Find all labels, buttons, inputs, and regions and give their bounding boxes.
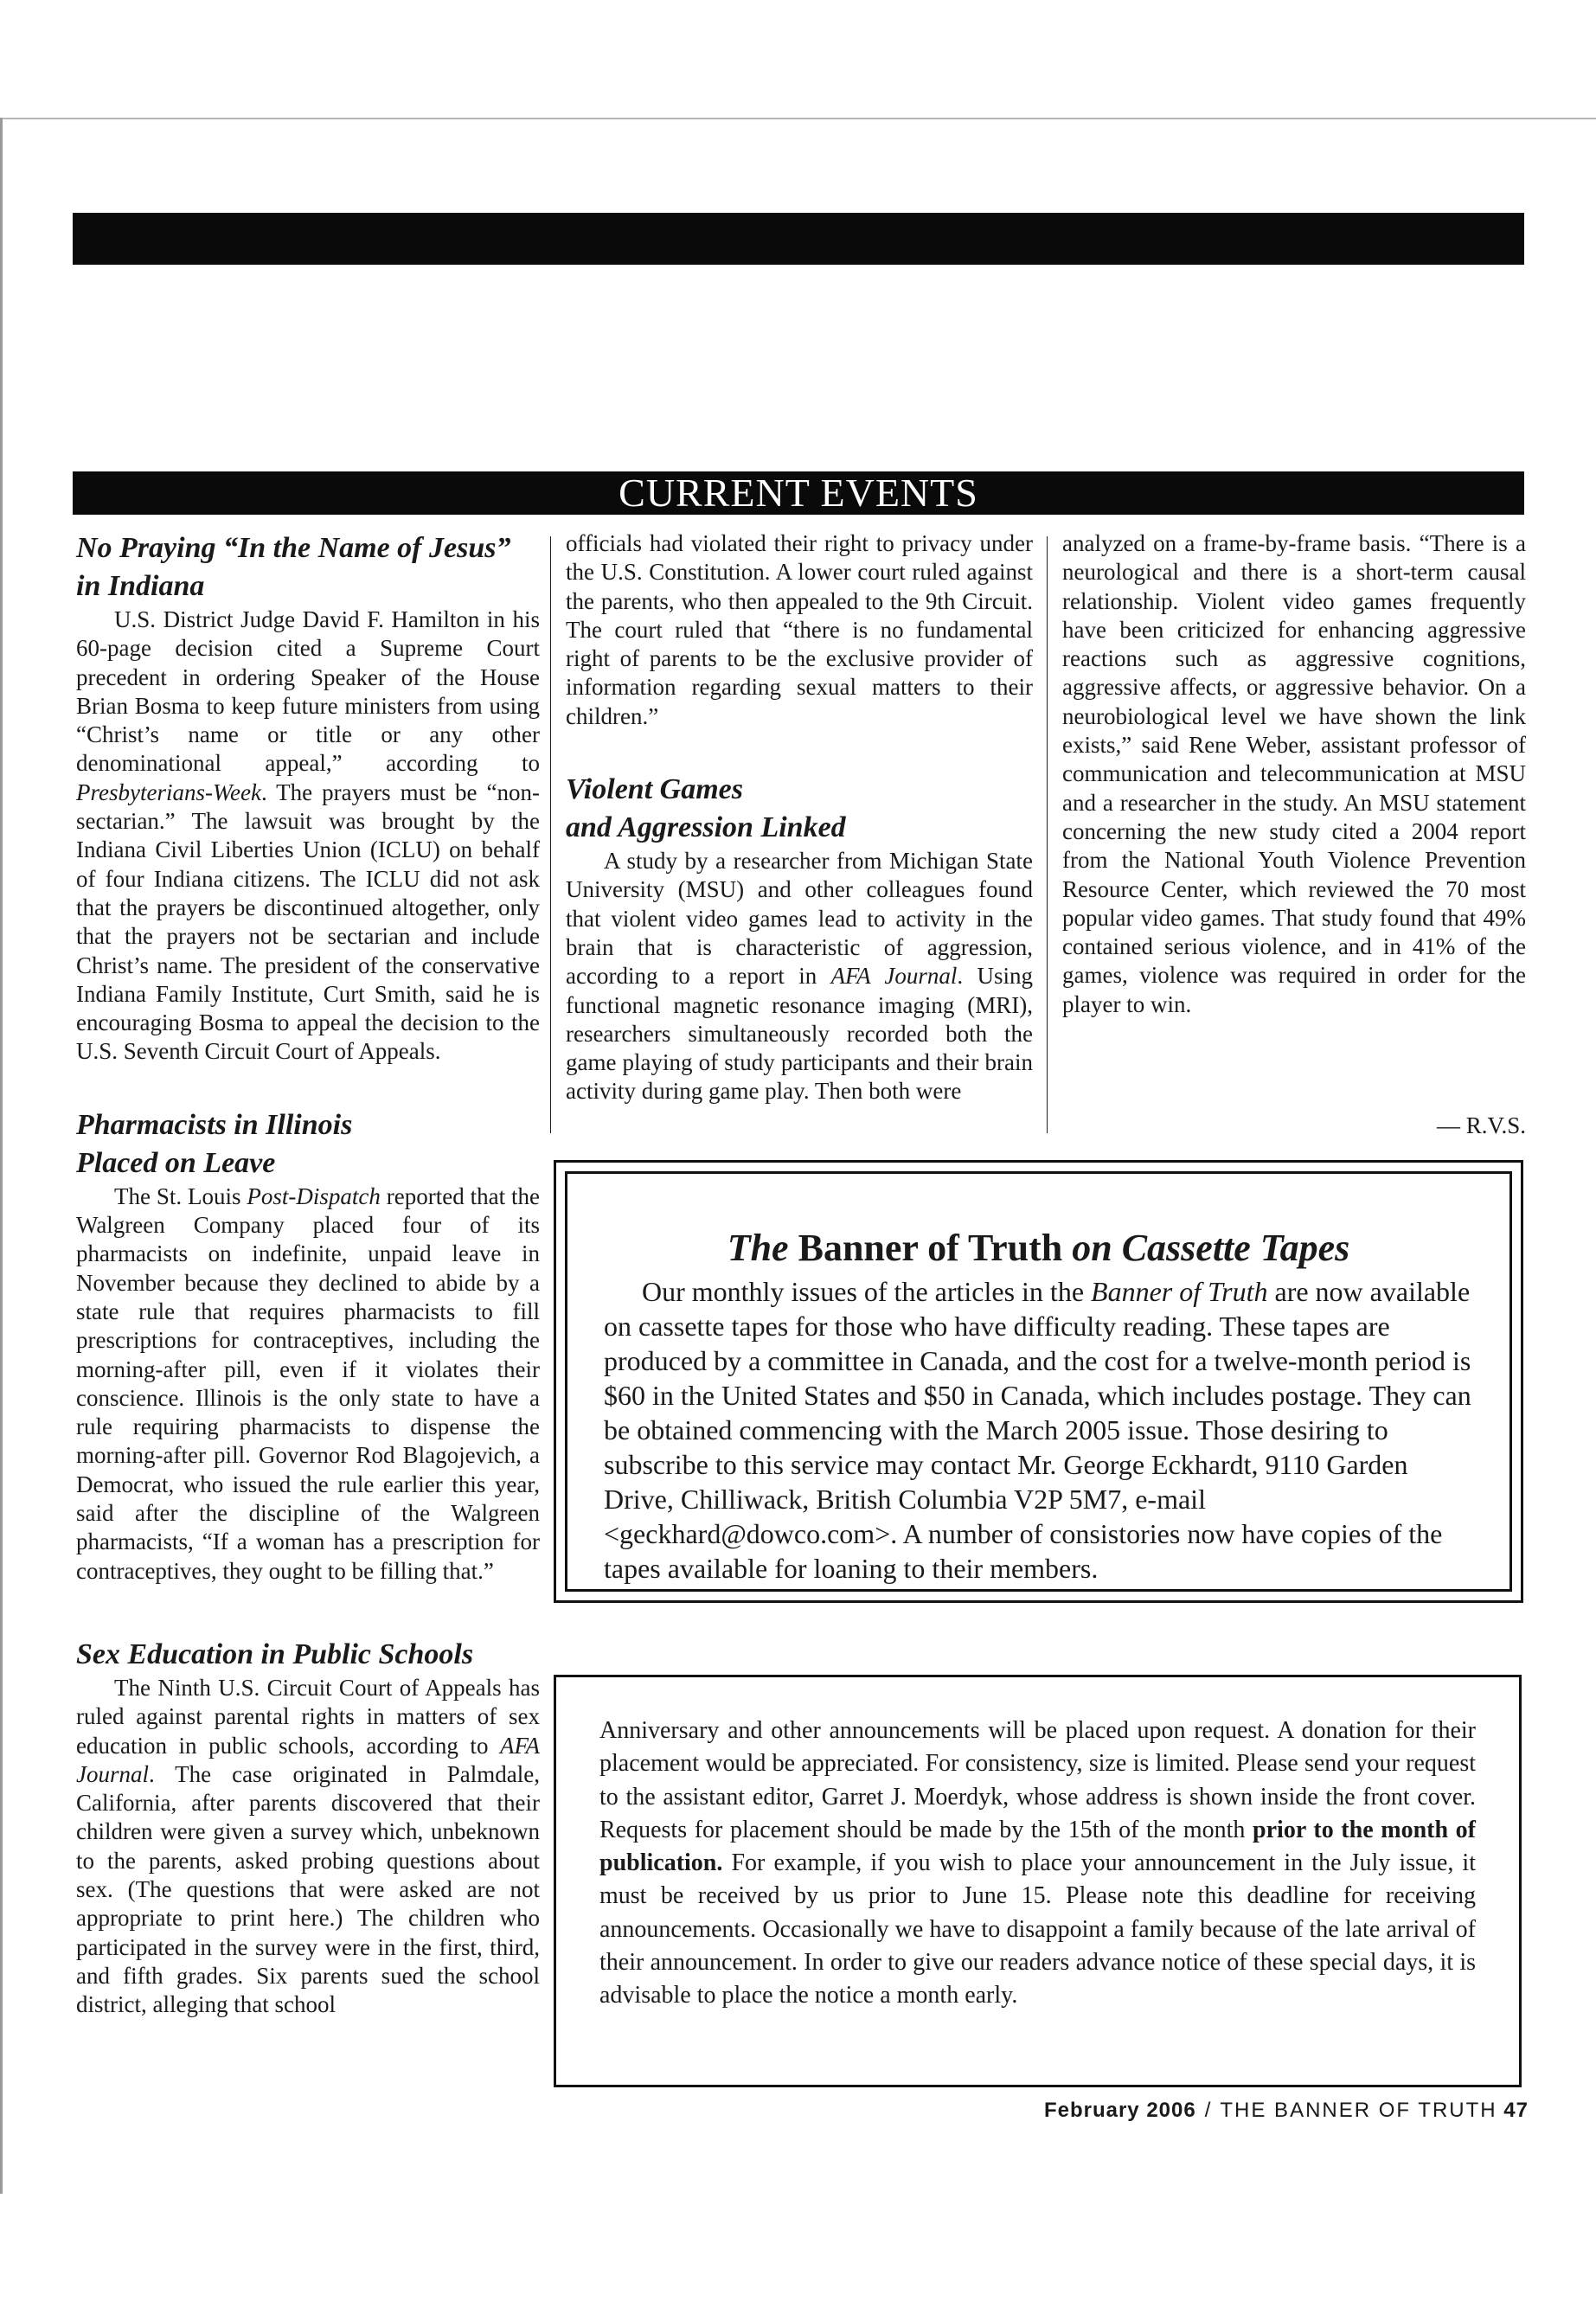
cassette-tapes-box [554,1160,1523,1603]
scan-edge-line [0,118,1596,119]
cassette-box-inner-border [565,1171,1512,1592]
article-heading-praying: No Praying “In the Name of Jesus” in Indiana [76,532,511,602]
cassette-box-title: The Banner of Truth on Cassette Tapes [727,1227,1350,1269]
page-footer [1044,2099,1529,2123]
cassette-box-text: Our monthly issues of the articles in the Banner of Truth are now available on cassette tapes for those who have difficulty reading. These tapes are produced by a committee in Canada, and the cost for a twelve-month period is $60 in the United States and $50 in Canada, which includes postage. They can be obtained commencing with the March 2005 issue. Those desiring to subscribe to this service may contact Mr. George Eckhardt, 9110 Garden Drive, Chilliwack, British Columbia V2P 5M7, e-mail <geckhard@dowco.com>. A number of consistories now have copies of the tapes available for loaning to their members. [604,1276,1471,1584]
article-heading-pharmacists: Pharmacists in Illinois Placed on Leave [76,1108,353,1179]
article-heading-games: Violent Games and Aggression Linked [566,773,846,844]
announcement-box [554,1675,1522,2087]
column-left [76,529,540,2019]
footer-date: February 2006 [1043,2099,1196,2122]
article-body-sex-education: The Ninth U.S. Circuit Court of Appeals has ruled against parental rights in matters of sex education in public schools, according to AFA Journal. The case originated in Palmdale, California, after parents discovered that their children were given a survey which, unbeknown to the parents, asked probing questions about sex. (The questions that were asked are not appropriate to print here.) The children who participated in the survey were in the first, third, and fifth grades. Six parents sued the school district, alleging that school [76,1674,540,2018]
column-divider [1047,536,1048,1133]
footer-publication: THE BANNER OF TRUTH [1220,2099,1497,2122]
section-header [73,471,1524,515]
article-body-pharmacists: The St. Louis Post-Dispatch reported that the Walgreen Company placed four of its pharmacists on indefinite, unpaid leave in November because they declined to abide by a state rule that requires pharmacists to fill prescriptions for contraceptives, including the morning-after pill, even if it violates their conscience. Illinois is the only state to have a rule requiring pharmacists to dispense the morning-after pill. Governor Rod Blagojevich, a Democrat, who issued the rule earlier this year, said after the discipline of the Walgreen pharmacists, “If a woman has a prescription for contraceptives, they ought to be filling that.” [76,1183,540,1584]
column-middle [566,529,1033,1106]
section-title: CURRENT EVENTS [619,471,978,515]
article-body-games-cont: analyzed on a frame-by-frame basis. “There is a neurological and there is a short-term causal relationship. Violent video games frequently have been criticized for enhancing aggressive reactions such as aggressive cognitions, aggressive affects, or aggressive behavior. On a neurobiological level we have shown the link exists,” said Rene Weber, assistant professor of communication and telecommunication at MSU and a researcher in the study. An MSU statement concerning the new study cited a 2004 report from the National Youth Violence Prevention Resource Center, which reviewed the 70 most popular video games. That study found that 49% contained serious violence, and in 41% of the games, violence was required in order for the player to win. [1062,530,1526,1017]
article-heading-sex-education: Sex Education in Public Schools [76,1638,474,1670]
announcement-text: Anniversary and other announcements will be placed upon request. A donation for their placement would be appreciated. For consistency, size is limited. Please send your request to the assistant editor, Garret J. Moerdyk, whose address is shown inside the front cover. Requests for placement should be made by the 15th of the month prior to the month of publication. For example, if you wish to place your announcement in the July issue, it must be received by us prior to June 15. Please note this deadline for receiving announcements. Occasionally we have to disappoint a family because of the late arrival of their announcement. In order to give our readers advance notice of these special days, it is advisable to place the notice a month early. [599,1717,1476,2009]
footer-separator: / [1204,2099,1212,2122]
column-right [1062,529,1526,1019]
column-divider [550,536,551,1133]
article-body-sex-education-cont: officials had violated their right to privacy under the U.S. Constitution. A lower court ruled against the parents, who then appealed to the 9th Circuit. The court ruled that “there is no fundamental right of parents to be the exclusive provider of information regarding sexual matters to their children.” [566,530,1033,729]
article-body-praying: U.S. District Judge David F. Hamilton in his 60-page decision cited a Supreme Court precedent in ordering Speaker of the House Brian Bosma to keep future ministers from using “Christ’s name or title or any other denominational appeal,” according to Presbyterians-Week. The prayers must be “non-sectarian.” The lawsuit was brought by the Indiana Civil Liberties Union (ICLU) on behalf of four Indiana citizens. The ICLU did not ask that the prayers be discontinued altogether, only that the prayers not be sectarian and include Christ’s name. The president of the conservative Indiana Family Institute, Curt Smith, said he is encouraging Bosma to appeal the decision to the U.S. Seventh Circuit Court of Appeals. [76,606,540,1065]
article-body-games: A study by a researcher from Michigan State University (MSU) and other colleagues found that violent video games lead to activity in the brain that is characteristic of aggression, according to a report in AFA Journal. Using functional magnetic resonance imaging (MRI), researchers simultaneously recorded both the game playing of study participants and their brain activity during game play. Then both were [566,848,1033,1105]
top-black-bar [73,213,1524,265]
author-signature: — R.V.S. [1436,1112,1526,1138]
scan-left-edge [0,118,3,2194]
page-number: 47 [1503,2099,1529,2122]
